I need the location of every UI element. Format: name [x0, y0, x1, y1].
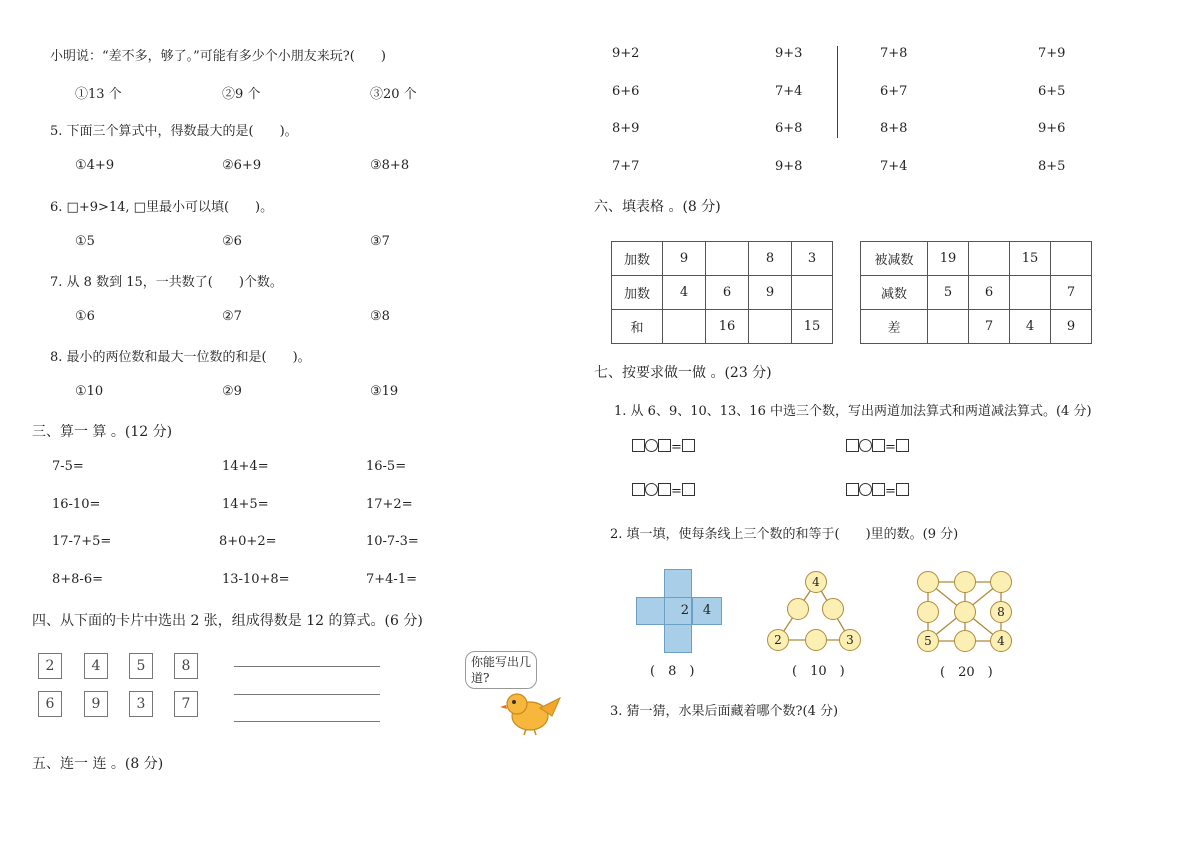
connect-item[interactable]: 6+8 — [775, 121, 803, 136]
square-blank-icon[interactable] — [846, 483, 859, 496]
number-card[interactable]: 5 — [129, 653, 153, 679]
puzzle-circle[interactable] — [954, 601, 976, 623]
equals-sign: = — [885, 440, 896, 455]
square-blank-icon[interactable] — [896, 439, 909, 452]
question-intro: 小明说：“差不多，够了。”可能有多少个小朋友来玩?( ) — [50, 49, 386, 64]
question-7-1: 1. 从 6、9、10、13、16 中选三个数，写出两道加法算式和两道减法算式。(4 分) — [614, 404, 1092, 419]
table-cell[interactable] — [749, 310, 792, 344]
connect-item[interactable]: 9+2 — [612, 46, 640, 61]
number-card[interactable]: 6 — [38, 691, 62, 717]
puzzle-circle[interactable] — [917, 571, 939, 593]
number-card[interactable]: 8 — [174, 653, 198, 679]
table-cell: 被减数 — [861, 242, 928, 276]
square-blank-icon[interactable] — [846, 439, 859, 452]
question-7-3: 3. 猜一猜，水果后面藏着哪个数?(4 分) — [610, 704, 839, 719]
equation-blank[interactable] — [846, 439, 909, 455]
table-cell[interactable]: 9 — [663, 242, 706, 276]
puzzle-number: 4 — [702, 603, 712, 618]
connect-item[interactable]: 6+6 — [612, 84, 640, 99]
divider-line — [837, 46, 838, 138]
question-5: 5. 下面三个算式中，得数最大的是( )。 — [50, 124, 298, 139]
number-card[interactable]: 4 — [84, 653, 108, 679]
calc-item[interactable]: 16-5= — [366, 459, 407, 474]
section-4-title: 四、从下面的卡片中选出 2 张，组成得数是 12 的算式。(6 分) — [32, 613, 423, 629]
option[interactable]: ②7 — [222, 309, 242, 324]
square-blank-icon[interactable] — [896, 483, 909, 496]
table-cell[interactable]: 7 — [969, 310, 1010, 344]
circle-blank-icon[interactable] — [645, 483, 658, 496]
connect-item[interactable]: 8+9 — [612, 121, 640, 136]
calc-item[interactable]: 17-7+5= — [52, 534, 112, 549]
table-cell[interactable]: 4 — [663, 276, 706, 310]
table-cell[interactable]: 8 — [749, 242, 792, 276]
table-cell[interactable] — [792, 276, 833, 310]
calc-item[interactable]: 7-5= — [52, 459, 84, 474]
option[interactable]: ②6+9 — [222, 158, 262, 173]
connect-item[interactable]: 9+3 — [775, 46, 803, 61]
connect-item[interactable]: 7+4 — [775, 84, 803, 99]
equals-sign: = — [671, 484, 682, 499]
table-cell[interactable]: 4 — [1010, 310, 1051, 344]
puzzle-number: 2 — [680, 603, 689, 618]
table-cell: 减数 — [861, 276, 928, 310]
table-cell[interactable]: 15 — [1010, 242, 1051, 276]
number-card[interactable]: 9 — [84, 691, 108, 717]
table-cell[interactable] — [706, 242, 749, 276]
circle-blank-icon[interactable] — [859, 483, 872, 496]
connect-item[interactable]: 7+9 — [1038, 46, 1066, 61]
puzzle-circle: 4 — [990, 630, 1012, 652]
table-cell[interactable]: 3 — [792, 242, 833, 276]
option[interactable]: ①6 — [75, 309, 95, 324]
answer-line[interactable] — [234, 721, 380, 722]
calc-item[interactable]: 16-10= — [52, 497, 101, 512]
puzzle-circle[interactable] — [787, 598, 809, 620]
connect-item[interactable]: 6+5 — [1038, 84, 1066, 99]
square-blank-icon[interactable] — [632, 439, 645, 452]
question-7-2: 2. 填一填，使每条线上三个数的和等于( )里的数。(9 分) — [610, 527, 959, 542]
table-cell[interactable] — [969, 242, 1010, 276]
connect-item[interactable]: 7+4 — [880, 159, 908, 174]
calc-item[interactable]: 7+4-1= — [366, 572, 417, 587]
square-blank-icon[interactable] — [658, 439, 671, 452]
question-6: 6. □+9>14, □里最小可以填( )。 — [50, 200, 274, 215]
cross-puzzle — [636, 569, 722, 653]
puzzle-circle[interactable] — [954, 630, 976, 652]
puzzle-circle: 2 — [767, 629, 789, 651]
connect-item[interactable]: 7+7 — [612, 159, 640, 174]
connect-item[interactable]: 9+6 — [1038, 121, 1066, 136]
square-blank-icon[interactable] — [872, 439, 885, 452]
puzzle-circle: 3 — [839, 629, 861, 651]
table-cell[interactable] — [1010, 276, 1051, 310]
puzzle-circle[interactable] — [822, 598, 844, 620]
option[interactable]: ③19 — [370, 384, 399, 399]
puzzle-target: ( 20 ) — [940, 665, 993, 680]
puzzle-circle[interactable] — [990, 571, 1012, 593]
option[interactable]: ①13 个 — [75, 87, 122, 102]
section-6-title: 六、填表格 。(8 分) — [594, 199, 721, 215]
puzzle-circle[interactable] — [954, 571, 976, 593]
equation-blank[interactable] — [846, 483, 909, 499]
square-blank-icon[interactable] — [872, 483, 885, 496]
option[interactable]: ②9 个 — [222, 87, 261, 102]
puzzle-circle: 4 — [805, 571, 827, 593]
option[interactable]: ③20 个 — [370, 87, 417, 102]
square-blank-icon[interactable] — [682, 483, 695, 496]
option[interactable]: ①5 — [75, 234, 95, 249]
connect-item[interactable]: 6+7 — [880, 84, 908, 99]
table-cell[interactable] — [928, 310, 969, 344]
table-cell[interactable]: 9 — [749, 276, 792, 310]
section-7-title: 七、按要求做一做 。(23 分) — [594, 365, 772, 381]
circle-blank-icon[interactable] — [645, 439, 658, 452]
equals-sign: = — [671, 440, 682, 455]
option[interactable]: ③8+8 — [370, 158, 410, 173]
puzzle-circle: 8 — [990, 601, 1012, 623]
calc-item[interactable]: 8+0+2= — [219, 534, 277, 549]
equals-sign: = — [885, 484, 896, 499]
subtraction-table — [860, 241, 1092, 344]
puzzle-target: ( 10 ) — [792, 664, 845, 679]
equation-blank[interactable] — [632, 439, 695, 455]
table-cell[interactable]: 6 — [969, 276, 1010, 310]
option[interactable]: ②6 — [222, 234, 242, 249]
answer-line[interactable] — [234, 694, 380, 695]
square-blank-icon[interactable] — [658, 483, 671, 496]
connect-item[interactable]: 8+5 — [1038, 159, 1066, 174]
square-blank-icon[interactable] — [682, 439, 695, 452]
table-cell[interactable]: 9 — [1051, 310, 1092, 344]
speech-bubble: 你能写出几道? — [465, 651, 537, 689]
answer-line[interactable] — [234, 666, 380, 667]
connect-item[interactable]: 8+8 — [880, 121, 908, 136]
option[interactable]: ①10 — [75, 384, 104, 399]
bird-icon — [500, 686, 564, 736]
section-3-title: 三、算一 算 。(12 分) — [32, 424, 173, 440]
equation-blank[interactable] — [632, 483, 695, 499]
puzzle-circle: 5 — [917, 630, 939, 652]
section-5-title: 五、连一 连 。(8 分) — [32, 756, 164, 772]
calc-item[interactable]: 13-10+8= — [222, 572, 290, 587]
connect-item[interactable]: 9+8 — [775, 159, 803, 174]
table-cell: 加数 — [612, 276, 663, 310]
table-cell[interactable] — [1051, 242, 1092, 276]
table-cell[interactable]: 16 — [706, 310, 749, 344]
table-cell: 和 — [612, 310, 663, 344]
table-cell: 加数 — [612, 242, 663, 276]
option[interactable]: ③7 — [370, 234, 390, 249]
puzzle-circle[interactable] — [805, 629, 827, 651]
circle-blank-icon[interactable] — [859, 439, 872, 452]
question-7: 7. 从 8 数到 15，一共数了( )个数。 — [50, 275, 283, 290]
addition-table — [611, 241, 833, 344]
calc-item[interactable]: 14+5= — [222, 497, 269, 512]
square-blank-icon[interactable] — [632, 483, 645, 496]
table-cell: 差 — [861, 310, 928, 344]
calc-item[interactable]: 8+8-6= — [52, 572, 103, 587]
calc-item[interactable]: 10-7-3= — [366, 534, 419, 549]
puzzle-circle[interactable] — [917, 601, 939, 623]
connect-item[interactable]: 7+8 — [880, 46, 908, 61]
number-card[interactable]: 3 — [129, 691, 153, 717]
table-cell[interactable]: 6 — [706, 276, 749, 310]
table-cell[interactable]: 7 — [1051, 276, 1092, 310]
table-cell[interactable]: 15 — [792, 310, 833, 344]
calc-item[interactable]: 17+2= — [366, 497, 413, 512]
number-card[interactable]: 7 — [174, 691, 198, 717]
table-cell[interactable]: 19 — [928, 242, 969, 276]
option[interactable]: ①4+9 — [75, 158, 115, 173]
question-8: 8. 最小的两位数和最大一位数的和是( )。 — [50, 350, 311, 365]
calc-item[interactable]: 14+4= — [222, 459, 269, 474]
puzzle-target: ( 8 ) — [650, 664, 695, 679]
number-card[interactable]: 2 — [38, 653, 62, 679]
option[interactable]: ②9 — [222, 384, 242, 399]
option[interactable]: ③8 — [370, 309, 390, 324]
table-cell[interactable] — [663, 310, 706, 344]
table-cell[interactable]: 5 — [928, 276, 969, 310]
